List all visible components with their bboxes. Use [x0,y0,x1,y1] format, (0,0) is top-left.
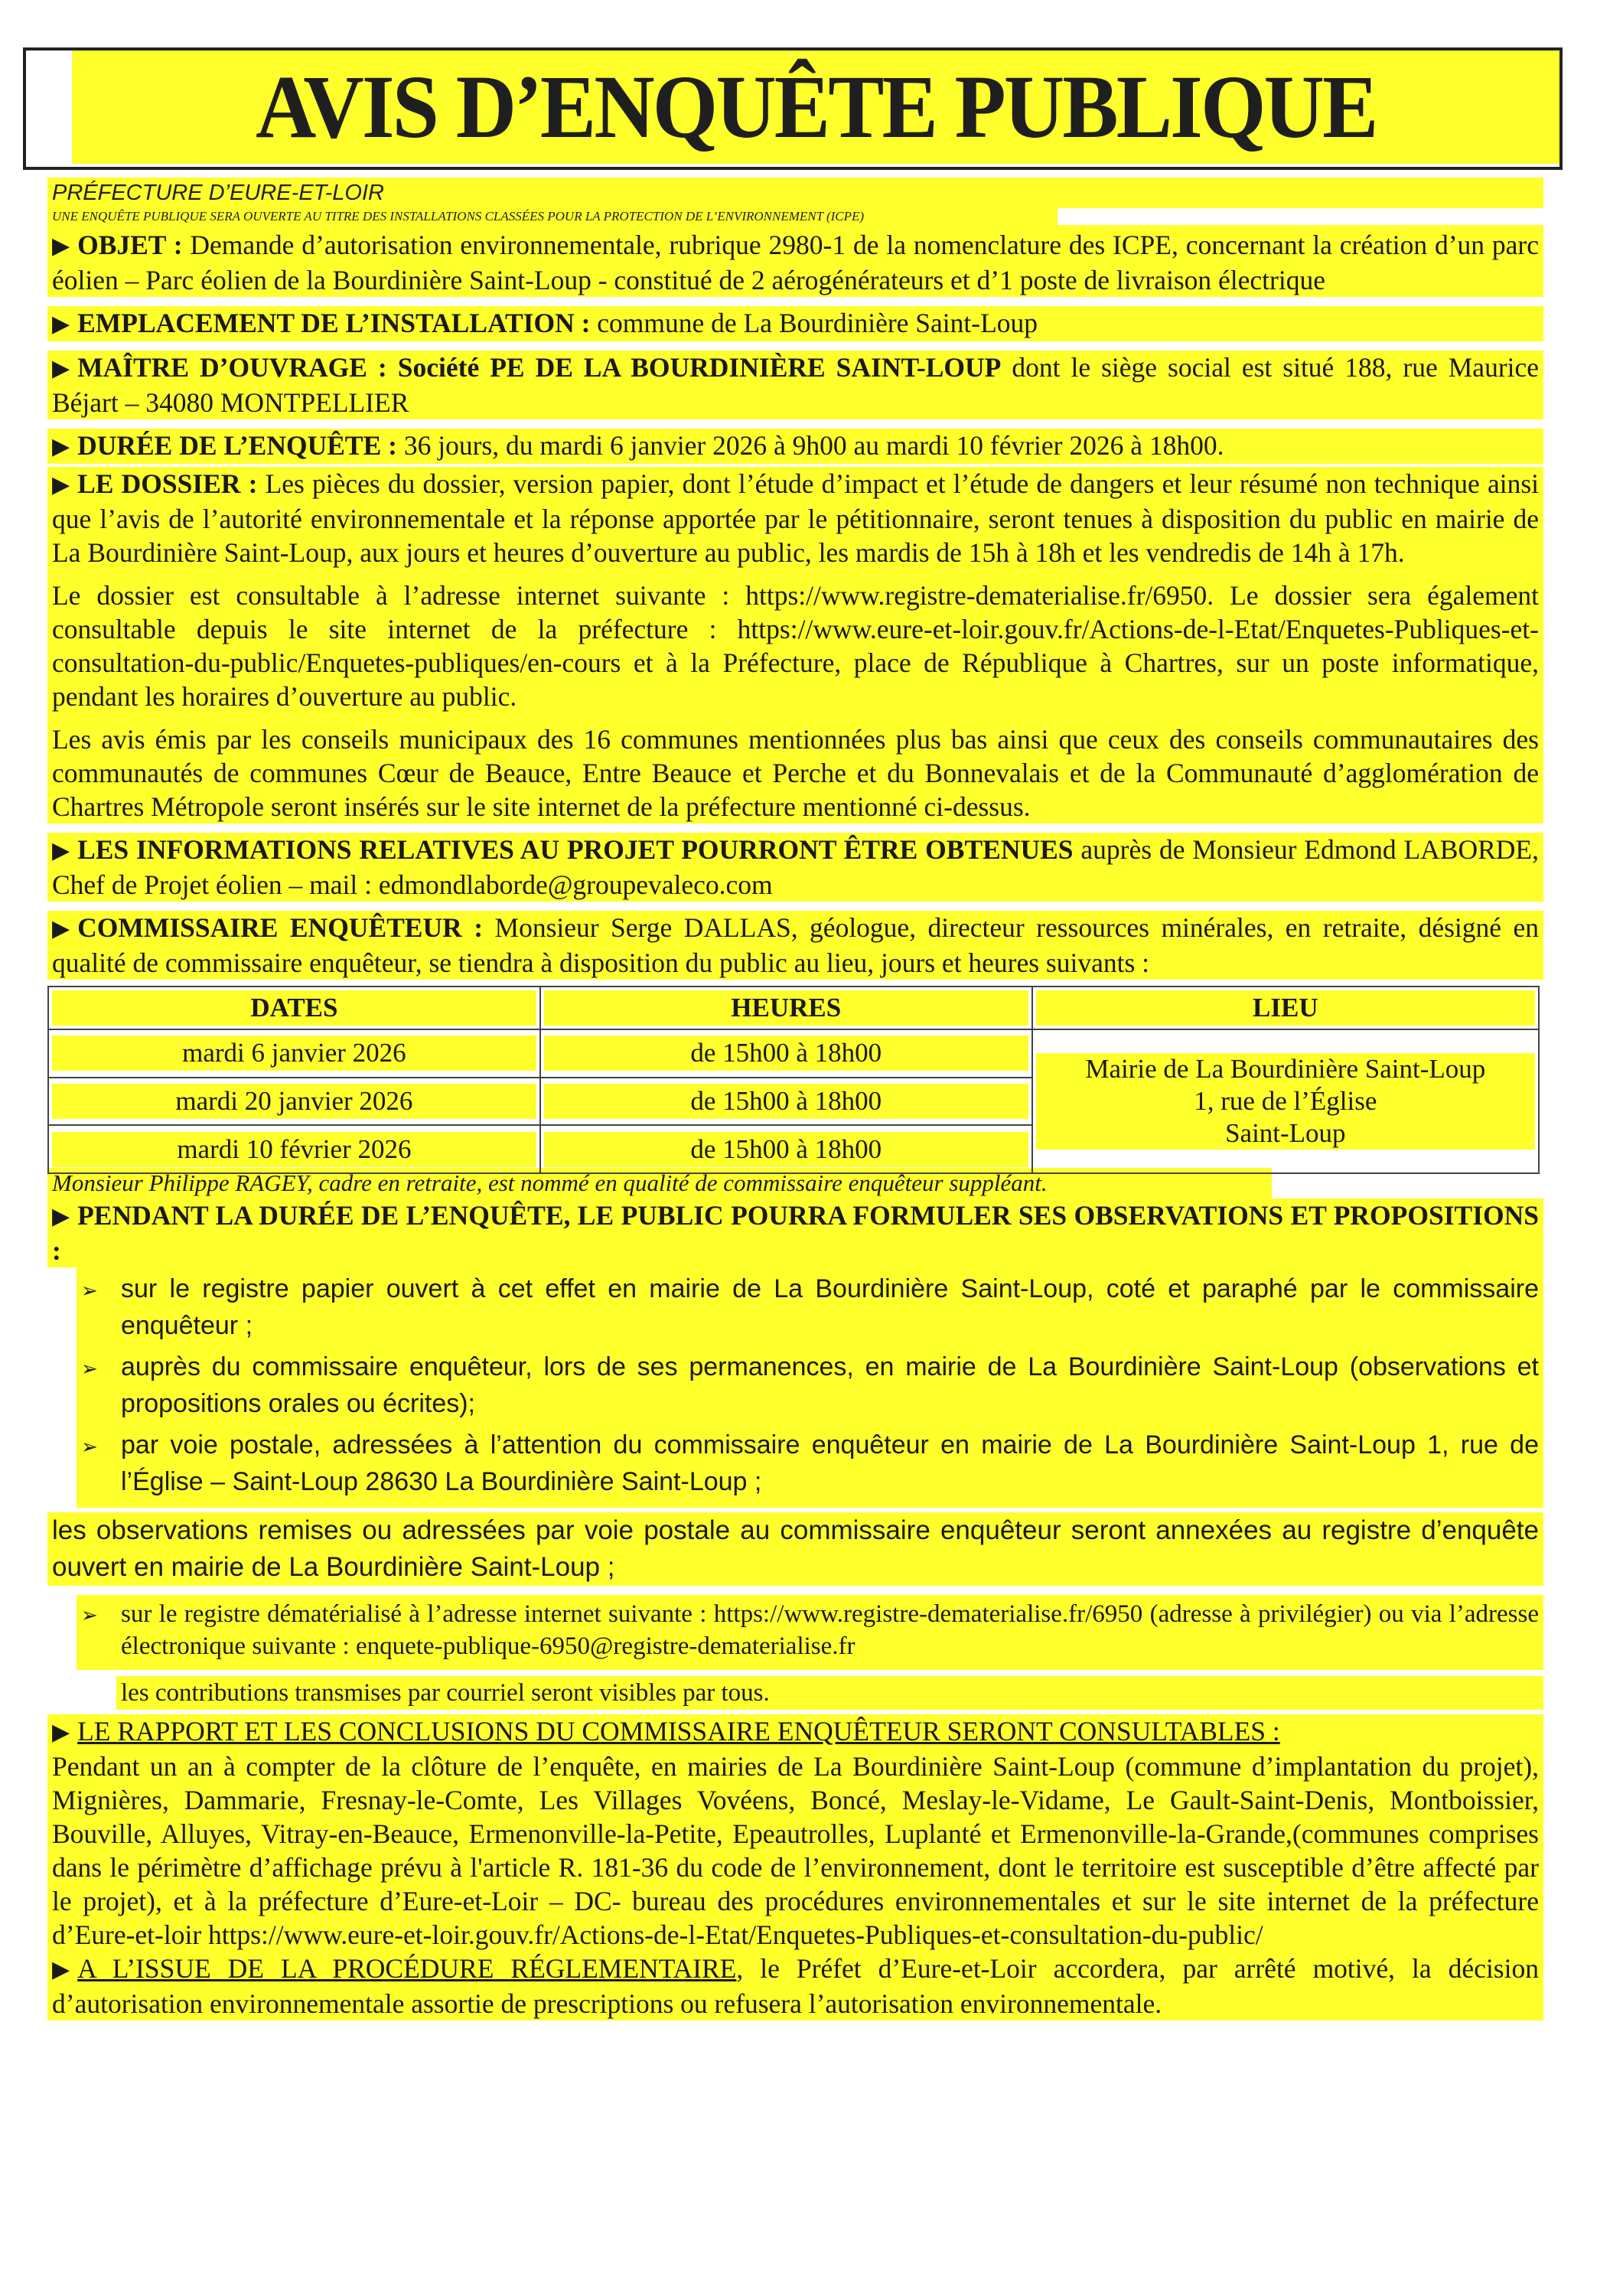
prefecture-name: PRÉFECTURE D’EURE-ET-LOIR [52,181,384,205]
smallnote-band [47,208,1058,225]
pendant-section [47,1199,1543,1267]
issue-text: , le Préfet d’Eure-et-Loir accordera, par arrêté motivé, la décision d’autorisation environnementale assortie de prescriptions ou refusera l’autorisation environnementale. [52,1953,1539,2019]
suppleant-note: Monsieur Philippe RAGEY, cadre en retraite, est nommé en qualité de commissaire enquêteur suppléant. [52,1169,1048,1196]
table-header-row [48,987,1539,1029]
triangle-bullet-icon: ▶ [52,1957,70,1982]
observations-list [77,1267,1543,1508]
dossier-avis: Les avis émis par les conseils municipaux des 16 communes mentionnées plus bas ainsi que ceux des conseils communautaires des communautés de communes Cœur de Beauce, Entre Beauce et Perche et du Bonnevalais et de la Communauté d’agglomération de Chartres Métropole seront insérés sur le site internet de la préfecture mentionné ci-dessus. [52,724,1539,822]
emplacement-label: EMPLACEMENT DE L’INSTALLATION : [77,308,591,338]
permanences-table-wrap [47,986,1543,1168]
dossier-label: LE DOSSIER : [77,468,258,499]
postal-note-band [47,1512,1543,1586]
notice-body [47,178,1543,2020]
date-cell: mardi 10 février 2026 [48,1125,540,1173]
duree-label: DURÉE DE L’ENQUÊTE : [77,430,397,461]
header-heures: HEURES [540,987,1032,1029]
courriel-note: les contributions transmises par courriel seront visibles par tous. [121,1679,770,1707]
commissaire-section [47,911,1543,980]
issue-section [47,1952,1543,2020]
table-row [48,1029,1539,1078]
heures-cell: de 15h00 à 18h00 [540,1125,1032,1173]
title-highlight [72,51,1559,164]
informations-section [47,833,1543,902]
issue-label: A L’ISSUE DE LA PROCÉDURE RÉGLEMENTAIRE [77,1953,737,1984]
heures-cell: de 15h00 à 18h00 [540,1029,1032,1078]
header-lieu: LIEU [1032,987,1539,1029]
commissaire-text: Monsieur Serge DALLAS, géologue, directeur ressources minérales, en retraite, désigné en qualité de commissaire enquêteur, se tiendra à disposition du public au lieu, jours et heures suivants : [52,912,1540,978]
icpe-note: UNE ENQUÊTE PUBLIQUE SERA OUVERTE AU TITRE DES INSTALLATIONS CLASSÉES POUR LA PROTECTION DE L’ENVIRONNEMENT (ICPE) [52,209,865,223]
objet-text: Demande d’autorisation environnementale, rubrique 2980-1 de la nomenclature des ICPE, concernant la création d’un parc éolien – Parc éolien de la Bourdinière Saint-Loup - constitué de 2 aérogénérateurs et d’1 poste de livraison électrique [52,230,1540,295]
lieu-cell [1032,1029,1539,1173]
triangle-bullet-icon: ▶ [52,916,70,941]
arrow-bullet-icon: ➢ [81,1435,98,1458]
header-dates: DATES [48,987,540,1029]
arrow-bullet-icon: ➢ [81,1279,98,1302]
list-item: ➢ sur le registre papier ouvert à cet effet en mairie de La Bourdinière Saint-Loup, coté et paraphé par le commissaire enquêteur ; [81,1270,1539,1344]
triangle-bullet-icon: ▶ [52,472,70,497]
commissaire-label: COMMISSAIRE ENQUÊTEUR : [77,912,484,943]
date-cell: mardi 20 janvier 2026 [48,1078,540,1126]
maitre-text: dont le siège social est situé 188, rue Maurice Béjart – 34080 MONTPELLIER [52,352,1540,418]
list-item: ➢ par voie postale, adressées à l’attention du commissaire enquêteur en mairie de La Bourdinière Saint-Loup 1, rue de l’Église – Saint-Loup 28630 La Bourdinière Saint-Loup ; [81,1427,1539,1500]
triangle-bullet-icon: ▶ [52,233,70,259]
informations-label: LES INFORMATIONS RELATIVES AU PROJET POURRONT ÊTRE OBTENUES [77,834,1074,865]
triangle-bullet-icon: ▶ [52,1720,70,1745]
emplacement-section [47,306,1543,341]
triangle-bullet-icon: ▶ [52,311,70,337]
lieu-line: 1, rue de l’Église [1194,1086,1377,1116]
registre-list [77,1595,1543,1710]
triangle-bullet-icon: ▶ [52,838,70,863]
maitre-company: Société PE DE LA BOURDINIÈRE SAINT-LOUP [397,352,1002,383]
arrow-bullet-icon: ➢ [81,1604,98,1626]
date-cell: mardi 6 janvier 2026 [48,1029,540,1078]
duree-text: 36 jours, du mardi 6 janvier 2026 à 9h00 au mardi 10 février 2026 à 18h00. [403,430,1224,461]
rapport-label: LE RAPPORT ET LES CONCLUSIONS DU COMMISSAIRE ENQUÊTEUR SERONT CONSULTABLES : [77,1716,1280,1746]
heures-cell: de 15h00 à 18h00 [540,1078,1032,1126]
lieu-line: Mairie de La Bourdinière Saint-Loup [1085,1054,1486,1084]
postal-note: les observations remises ou adressées par voie postale au commissaire enquêteur seront annexées au registre d’enquête ouvert en mairie de La Bourdinière Saint-Loup ; [52,1515,1539,1582]
arrow-bullet-icon: ➢ [81,1357,98,1380]
maitre-label: MAÎTRE D’OUVRAGE : [77,352,387,383]
informations-text: auprès de Monsieur Edmond LABORDE, Chef de Projet éolien – mail : edmondlaborde@groupevaleco.com [52,834,1539,900]
lieu-line: Saint-Loup [1225,1118,1346,1148]
dossier-online: Le dossier est consultable à l’adresse internet suivante : https://www.registre-dematerialise.fr/6950. Le dossier sera également consultable depuis le site internet de la préfecture : https://www.eure-et-loir.gouv.fr/Actions-de-l-Etat/Enquetes-Publiques-et-consultation-du-public/Enquetes-publiques/en-cours et à la Préfecture, place de République à Chartres, sur un poste informatique, pendant les horaires d’ouverture au public. [52,580,1539,712]
rapport-text: Pendant un an à compter de la clôture de l’enquête, en mairies de La Bourdinière Saint-Loup (commune d’implantation du projet), Mignières, Dammarie, Fresnay-le-Comte, Les Villages Vovéens, Boncé, Meslay-le-Vidame, Le Gault-Saint-Denis, Montboissier, Bouville, Alluyes, Vitray-en-Beauce, Ermenonville-la-Petite, Epeautrolles, Luplanté et Ermenonville-la-Grande,(communes comprises dans le périmètre d’affichage prévu à l'article R. 181-36 du code de l’environnement, dont le territoire est susceptible d’être affecté par le projet), et à la préfecture d’Eure-et-Loir – DC- bureau des procédures environnementales et sur le site internet de la préfecture d’Eure-et-loir https://www.eure-et-loir.gouv.fr/Actions-de-l-Etat/Enquetes-Publiques-et-consultation-du-public/ [52,1751,1539,1950]
list-item: ➢ sur le registre dématérialisé à l’adresse internet suivante : https://www.registre-dematerialise.fr/6950 (adresse à privilégier) ou via l’adresse électronique suivante : enquete-publique-6950@registre-dematerialise.fr [81,1598,1539,1662]
objet-label: OBJET : [77,230,183,260]
triangle-bullet-icon: ▶ [52,434,70,459]
rapport-section [47,1714,1543,1952]
title-box [23,47,1563,170]
emplacement-text: commune de La Bourdinière Saint-Loup [597,308,1038,338]
page-title: AVIS D’ENQUÊTE PUBLIQUE [255,57,1377,157]
dossier-text: Les pièces du dossier, version papier, dont l’étude d’impact et l’étude de dangers et leur résumé non technique ainsi que l’avis de l’autorité environnementale et la réponse apportée par le pétitionnaire, seront tenues à disposition du public en mairie de La Bourdinière Saint-Loup, aux jours et heures d’ouverture au public, les mardis de 15h à 18h et les vendredis de 14h à 17h. [52,468,1540,568]
permanences-table [47,986,1540,1174]
list-item: ➢ auprès du commissaire enquêteur, lors de ses permanences, en mairie de La Bourdinière Saint-Loup (observations et propositions orales ou écrites); [81,1349,1539,1422]
prefecture-band [47,178,1543,208]
duree-section [47,429,1543,464]
dossier-section [47,467,1543,823]
triangle-bullet-icon: ▶ [52,1204,70,1229]
triangle-bullet-icon: ▶ [52,356,70,381]
maitre-section [47,351,1543,419]
objet-section [47,225,1543,297]
pendant-label: PENDANT LA DURÉE DE L’ENQUÊTE, LE PUBLIC POURRA FORMULER SES OBSERVATIONS ET PROPOSITIONS : [52,1200,1539,1266]
